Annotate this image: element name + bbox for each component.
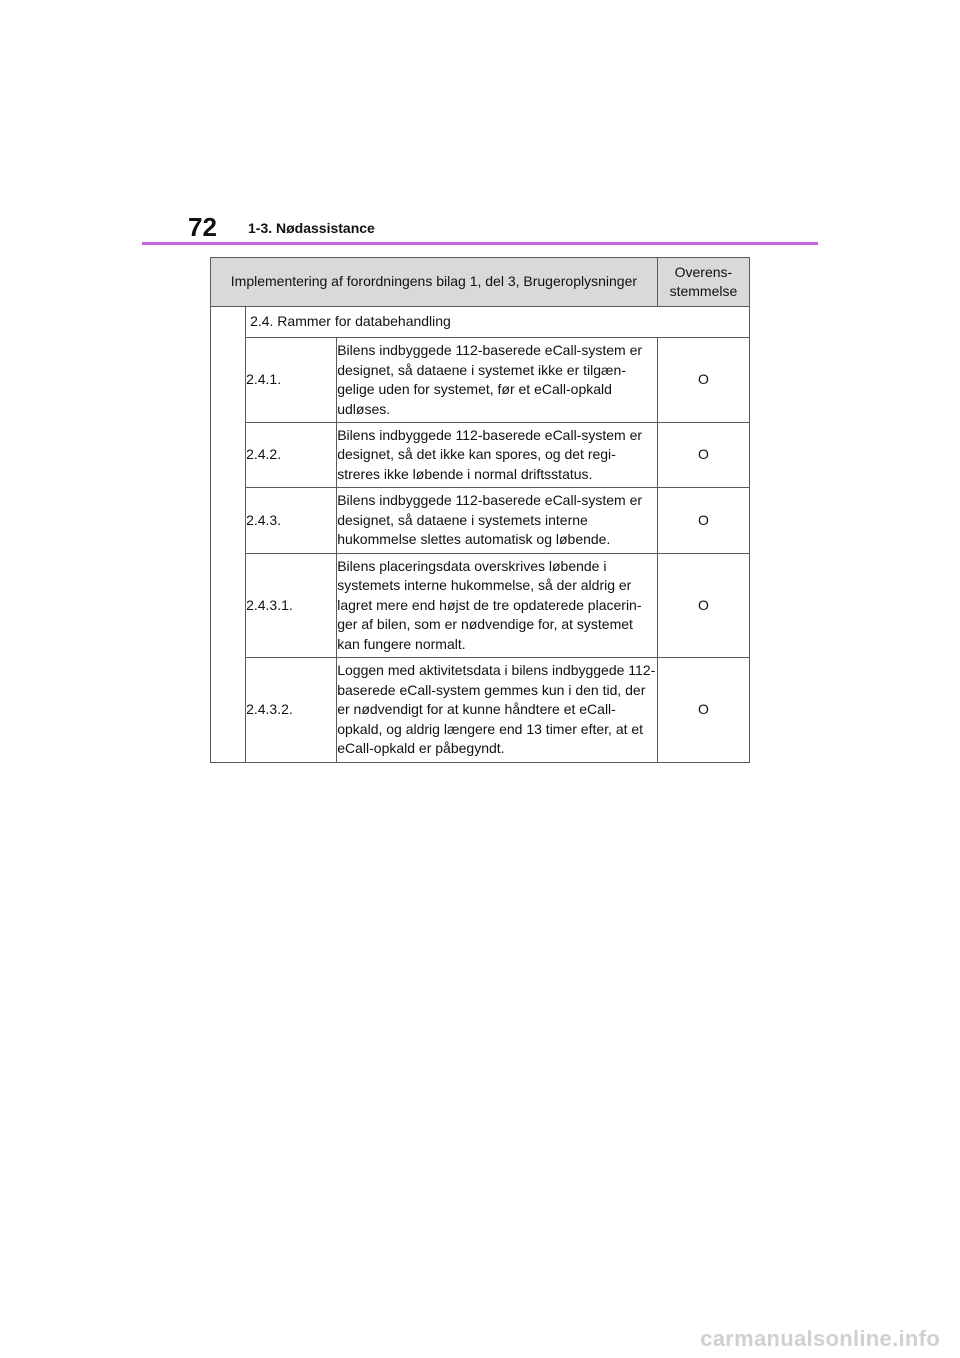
- table-header-row: [211, 258, 750, 307]
- header-rule: [142, 242, 818, 245]
- row-conformity: O: [657, 488, 749, 554]
- row-number: 2.4.3.2.: [246, 658, 337, 763]
- section-title: 1-3. Nødassistance: [248, 220, 375, 236]
- table-row: [211, 658, 750, 763]
- row-text: Bilens indbyggede 112-baserede eCall-system er designet, så dataene i systemet ikke er tilgæn-gelige uden for systemet, før et eCall-opkald udløses.: [337, 338, 658, 423]
- row-text: Bilens indbyggede 112-baserede eCall-system er designet, så det ikke kan spores, og det regi-streres ikke løbende i normal driftsstatus.: [337, 423, 658, 488]
- row-conformity: O: [657, 423, 749, 488]
- watermark: carmanualsonline.info: [700, 1326, 940, 1351]
- header-conformity-cell: [657, 258, 749, 307]
- table-row: [211, 488, 750, 554]
- row-number: 2.4.2.: [246, 423, 337, 488]
- header-main-cell: Implementering af forordningens bilag 1, del 3, Brugeroplysninger: [211, 258, 658, 307]
- subheading-row: [211, 307, 750, 338]
- subheading-cell: 2.4. Rammer for databehandling: [246, 307, 750, 338]
- row-conformity: O: [657, 658, 749, 763]
- blank-indent-cell: [211, 307, 246, 763]
- table-row: [211, 338, 750, 423]
- row-number: 2.4.3.1.: [246, 554, 337, 658]
- row-conformity: O: [657, 338, 749, 423]
- conformity-table: [210, 257, 750, 763]
- row-text: Bilens indbyggede 112-baserede eCall-system er designet, så dataene i systemets interne hukommelse slettes automatisk og løbende.: [337, 488, 658, 554]
- row-number: 2.4.1.: [246, 338, 337, 423]
- page-number: 72: [188, 212, 217, 242]
- row-text: Loggen med aktivitetsdata i bilens indbyggede 112-baserede eCall-system gemmes kun i den tid, der er nødvendigt for at kunne håndtere et eCall-opkald, og aldrig længere end 13 timer efter, at et eCall-opkald er påbegyndt.: [337, 658, 658, 763]
- table-row: [211, 423, 750, 488]
- row-conformity: O: [657, 554, 749, 658]
- table-row: [211, 554, 750, 658]
- row-number: 2.4.3.: [246, 488, 337, 554]
- header-conformity-label: Overens- stemmelse: [669, 263, 738, 299]
- row-text: Bilens placeringsdata overskrives løbende i systemets interne hukommelse, så der aldrig er lagret mere end højst de tre opdaterede placerin-ger af bilen, som er nødvendige for, at systemet kan fungere normalt.: [337, 554, 658, 658]
